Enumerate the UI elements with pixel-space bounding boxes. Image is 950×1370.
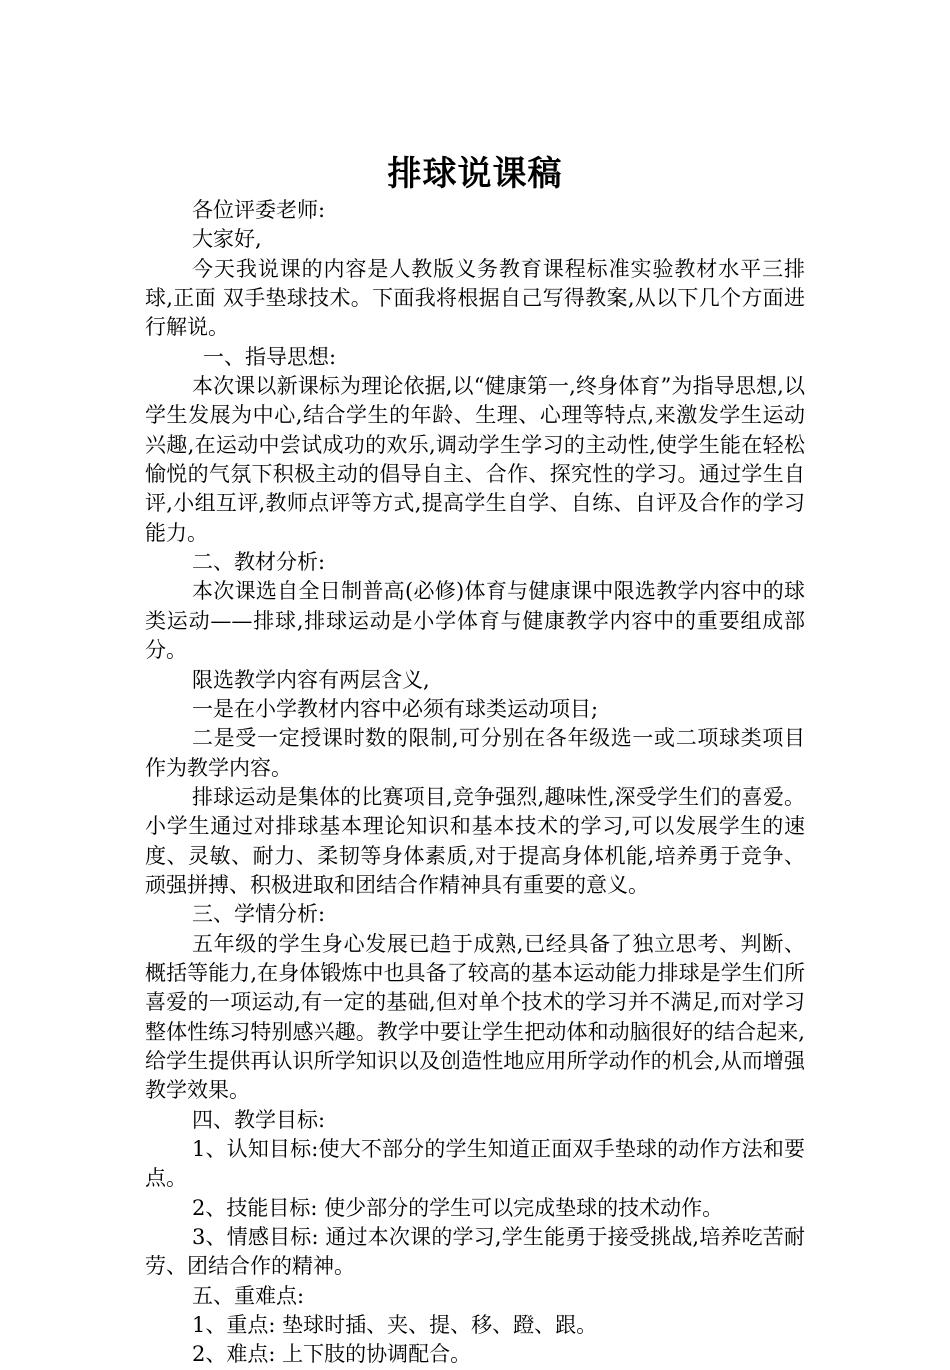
document-body — [145, 196, 805, 1370]
paragraph-elective-meaning: 限选教学内容有两层含义, — [192, 667, 430, 692]
paragraph-guiding-ideas: 本次课以新课标为理论依据,以“健康第一,终身体育”为指导思想,以学生发展为中心,结合学生的年龄、生理、心理等特点,来激发学生运动兴趣,在运动中尝试成功的欢乐,调动学生学习的主动性,使学生能在轻松愉悦的气氛下积极主动的倡导自主、合作、探究性的学习。通过学生自评,小组互评,教师点评等方式,提高学生自学、自练、自评及合作的学习能力。 — [145, 374, 805, 545]
paragraph-meaning-one: 一是在小学教材内容中必须有球类运动项目; — [192, 696, 599, 721]
section-heading-student-analysis: 三、学情分析: — [192, 902, 326, 927]
paragraph-volleyball-value: 排球运动是集体的比赛项目,竞争强烈,趣味性,深受学生们的喜爱。小学生通过对排球基本理论知识和基本技术的学习,可以发展学生的速度、灵敏、耐力、柔韧等身体素质,对于提高身体机能,培养勇于竞争、顽强拼搏、积极进取和团结合作精神具有重要的意义。 — [145, 784, 805, 897]
paragraph-intro: 今天我说课的内容是人教版义务教育课程标准实验教材水平三排球,正面 双手垫球技术。下面我将根据自己写得教案,从以下几个方面进行解说。 — [145, 256, 805, 340]
document-title: 排球说课稿 — [387, 154, 563, 194]
paragraph-hello: 大家好, — [192, 227, 262, 252]
section-heading-material-analysis: 二、教材分析: — [192, 550, 326, 575]
paragraph-meaning-two: 二是受一定授课时数的限制,可分别在各年级选一或二项球类项目作为教学内容。 — [145, 726, 805, 780]
paragraph-goal-cognitive: 1、认知目标:使大不部分的学生知道正面双手垫球的动作方法和要点。 — [145, 1137, 805, 1191]
section-heading-key-points: 五、重难点: — [192, 1283, 305, 1308]
paragraph-key-point: 1、重点: 垫球时插、夹、提、移、蹬、跟。 — [192, 1313, 598, 1338]
paragraph-greeting: 各位评委老师: — [192, 198, 326, 222]
section-heading-guiding-ideas: 一、指导思想: — [203, 344, 337, 369]
section-heading-teaching-goals: 四、教学目标: — [192, 1107, 326, 1132]
paragraph-student-analysis: 五年级的学生身心发展已趋于成熟,已经具备了独立思考、判断、概括等能力,在身体锻炼中也具备了较高的基本运动能力排球是学生们所喜爱的一项运动,有一定的基础,但对单个技术的学习并不满足,而对学习整体性练习特别感兴趣。教学中要让学生把动体和动脑很好的结合起来,给学生提供再认识所学知识以及创造性地应用所学动作的机会,从而增强教学效果。 — [145, 931, 805, 1103]
paragraph-goal-emotion: 3、情感目标: 通过本次课的学习,学生能勇于接受挑战,培养吃苦耐劳、团结合作的精神。 — [145, 1225, 805, 1279]
paragraph-difficult-point: 2、难点: 上下肢的协调配合。 — [192, 1342, 472, 1367]
paragraph-material-analysis: 本次课选自全日制普高(必修)体育与健康课中限选教学内容中的球类运动——排球,排球运动是小学体育与健康教学内容中的重要组成部分。 — [145, 579, 805, 663]
paragraph-goal-skill: 2、技能目标: 使少部分的学生可以完成垫球的技术动作。 — [192, 1195, 724, 1220]
